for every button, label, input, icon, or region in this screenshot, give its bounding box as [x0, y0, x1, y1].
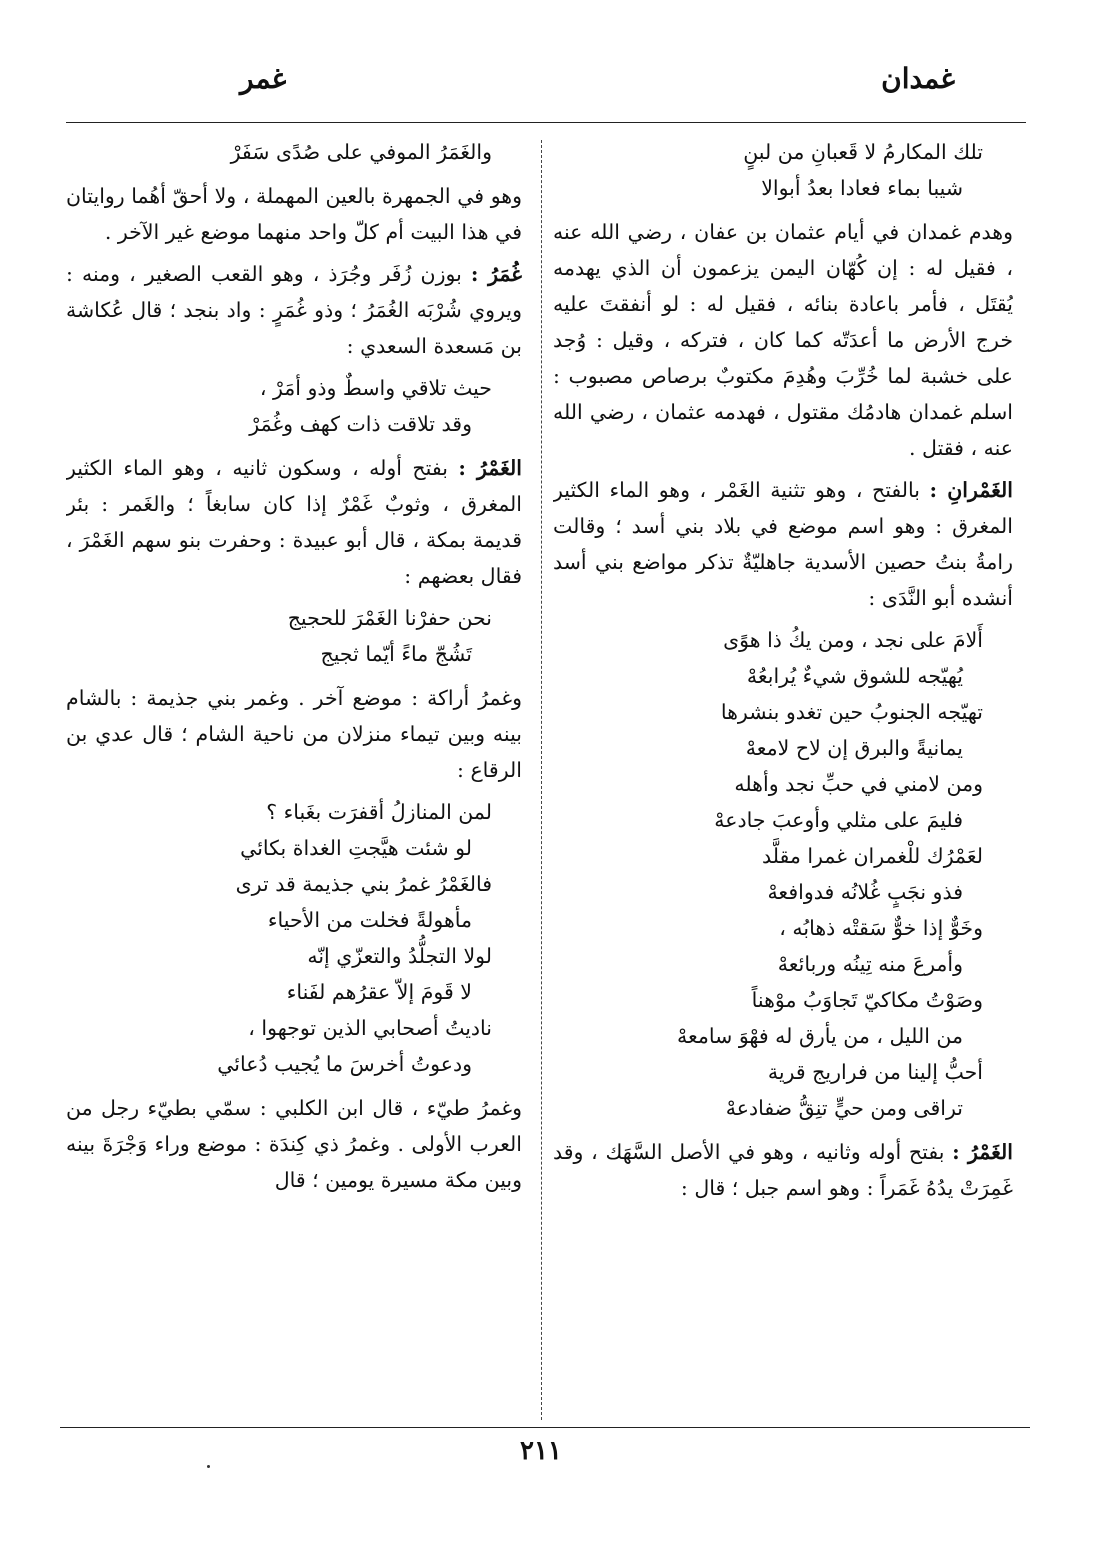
verse-line: تهيّجه الجنوبُ حين تغدو بنشرها: [720, 700, 983, 724]
verse-line: من الليل ، من يأرق له فهْوَ سامعهْ: [677, 1024, 963, 1048]
paragraph: وهدم غمدان في أيام عثمان بن عفان ، رضي الله عنه ، فقيل له : إن كُهّان اليمن يزعمون أن الذي يهدمه يُقتَل ، فأمر باعادة بنائه ، فقيل له : لو أنفقتَ عليه خرج الأرض ما أعدَتّه كما كان ، فتركه ، وقيل : وُجد على خشبة لما خُرِّبَ وهُدِمَ مكتوبٌ برصاص مصبوب : اسلم غمدان هادمُك مقتول ، فهدمه عثمان ، رضي الله عنه ، فقتل .: [553, 220, 1013, 460]
verse-block: [553, 134, 1013, 206]
left-column: [66, 132, 522, 1422]
paragraph: وغمرُ أراكة : موضع آخر . وغمر بني جذيمة : بالشام بينه وبين تيماء منزلان من ناحية الشام ؛ قال عدي بن الرقاع :: [66, 686, 522, 782]
verse-line: فليمَ على مثلي وأوعبَ جادعهْ: [714, 808, 963, 832]
verse-line: فذو نجَبٍ غُلانُه فدوافعهْ: [767, 880, 963, 904]
verse-line: وصَوْتُ مكاكيّ تَجاوَبُ موْهناً: [751, 988, 983, 1012]
print-speck: [207, 1465, 210, 1468]
verse-line: أحبُّ إلينا من فراريج قرية: [767, 1060, 983, 1084]
entry-text: بفتح أوله ، وسكون ثانيه ، وهو الماء الكثير المغرق ، وثوبٌ غَمْرٌ إذا كان سابغاً ؛ والغَمر : بئر قديمة بمكة ، قال أبو عبيدة : وحفرت بنو سهم الغَمْرَ ، فقال بعضهم :: [66, 456, 522, 588]
verse-block: [66, 134, 522, 170]
poem: [66, 370, 522, 442]
poem: [553, 622, 1013, 1126]
poem: [66, 600, 522, 672]
verse-line: لا قَومَ إلاّ عقرُهم لفَناء: [286, 980, 472, 1004]
entry-paragraph: [66, 450, 522, 594]
header-right-word: غمدان: [881, 62, 955, 95]
entry-headword: الغَمْرُ :: [952, 1140, 1013, 1164]
verse-line: ودعوتُ أخرسَ ما يُجيب دُعائي: [217, 1052, 472, 1076]
entry-text: بفتح أوله وثانيه ، وهو في الأصل السَّهَك ، وقد غَمِرَتْ يدُهُ غَمَراً : وهو اسم جبل ؛ قال :: [553, 1140, 1013, 1200]
poem: [66, 794, 522, 1082]
verse-line: فالغَمْرُ غمرُ بني جذيمة قد ترى: [235, 872, 492, 896]
page-number: ٢١١: [520, 1436, 562, 1466]
verse-line: لمن المنازلُ أقفرَت بغَباء ؟: [266, 800, 492, 824]
entry-headword: غُمَرُ :: [470, 262, 522, 286]
entry-headword: الغَمْرانِ :: [929, 478, 1013, 502]
verse-line: شيبا بماء فعادا بعدُ أبوالا: [761, 176, 963, 200]
verse-line: ناديتُ أصحابي الذين توجهوا ،: [248, 1016, 492, 1040]
header-left-word: غمر: [240, 62, 287, 95]
paragraph: وهو في الجمهرة بالعين المهملة ، ولا أحقّ أهُما روايتان في هذا البيت أم كلّ واحد منهما موضع غير الآخر .: [66, 184, 522, 244]
verse-line: تلك المكارمُ لا قَعبانِ من لبنٍ: [743, 140, 983, 164]
entry-paragraph: [553, 472, 1013, 616]
verse-line: نحن حفرْنا الغَمْرَ للحجيج: [287, 606, 492, 630]
bottom-rule: [60, 1427, 1030, 1428]
verse-line: وأمرعَ منه تِينُه وربائعهْ: [777, 952, 963, 976]
entry-headword: الغَمْرُ :: [458, 456, 522, 480]
verse-line: أَلامَ على نجد ، ومن يكُ ذا هوًى: [723, 628, 983, 652]
verse-line: وقد تلاقت ذات كهف وغُمَرْ: [249, 412, 472, 436]
verse-line: لولا التجلُّدُ والتعزّي إنّه: [307, 944, 492, 968]
right-column: [553, 132, 1013, 1422]
entry-paragraph: [66, 256, 522, 364]
verse-line: وخَوٌّ إذا خوٌّ سَقتْه ذهابُه ،: [779, 916, 983, 940]
entry-text: بالفتح ، وهو تثنية الغَمْر ، وهو الماء الكثير المغرق : وهو اسم موضع في بلاد بني أسد ؛ وقالت رامةُ بنتُ حصين الأسدية جاهليّةٌ تذكر مواضع بني أسد أنشده أبو النَّدَى :: [553, 478, 1013, 610]
column-divider: [541, 140, 542, 1420]
verse-line: يمانيةً والبرق إن لاح لامعهْ: [745, 736, 963, 760]
verse-line: لو شئت هيَّجتِ الغداة بكائي: [240, 836, 472, 860]
paragraph: وغمرُ طيّء ، قال ابن الكلبي : سمّي بطيّء رجل من العرب الأولى . وغمرُ ذي كِندَة : موضع وراء وَجْرَةَ بينه وبين مكة مسيرة يومين ؛ قال: [66, 1096, 522, 1192]
entry-text: بوزن زُفَر وجُرَذ ، وهو القعب الصغير ، ومنه : ويروي شُرْبَه الغُمَرُ ؛ وذو غُمَرٍ : واد بنجد ؛ قال عُكاشة بن مَسعدة السعدي :: [66, 262, 522, 358]
top-rule: [66, 122, 1026, 123]
verse-line: لعَمْرُك للْغمران غمرا مقلَّد: [761, 844, 983, 868]
verse-line: تراقى ومن حيٍّ تنِقُّ ضفادعهْ: [725, 1096, 963, 1120]
verse-line: تَشُجّ ماءً أيّما ثجيج: [320, 642, 472, 666]
verse-line: ومن لامني في حبِّ نجد وأهله: [734, 772, 983, 796]
verse-line: يُهيّجه للشوق شيءٌ يُرابعُهْ: [746, 664, 963, 688]
entry-paragraph: [553, 1134, 1013, 1206]
verse-line: والغَمَرُ الموفي على صُدًى سَفَرْ: [230, 140, 492, 164]
verse-line: مأهولةً فخلت من الأحياء: [267, 908, 472, 932]
verse-line: حيث تلاقي واسطٌ وذو أمَرْ ،: [259, 376, 492, 400]
